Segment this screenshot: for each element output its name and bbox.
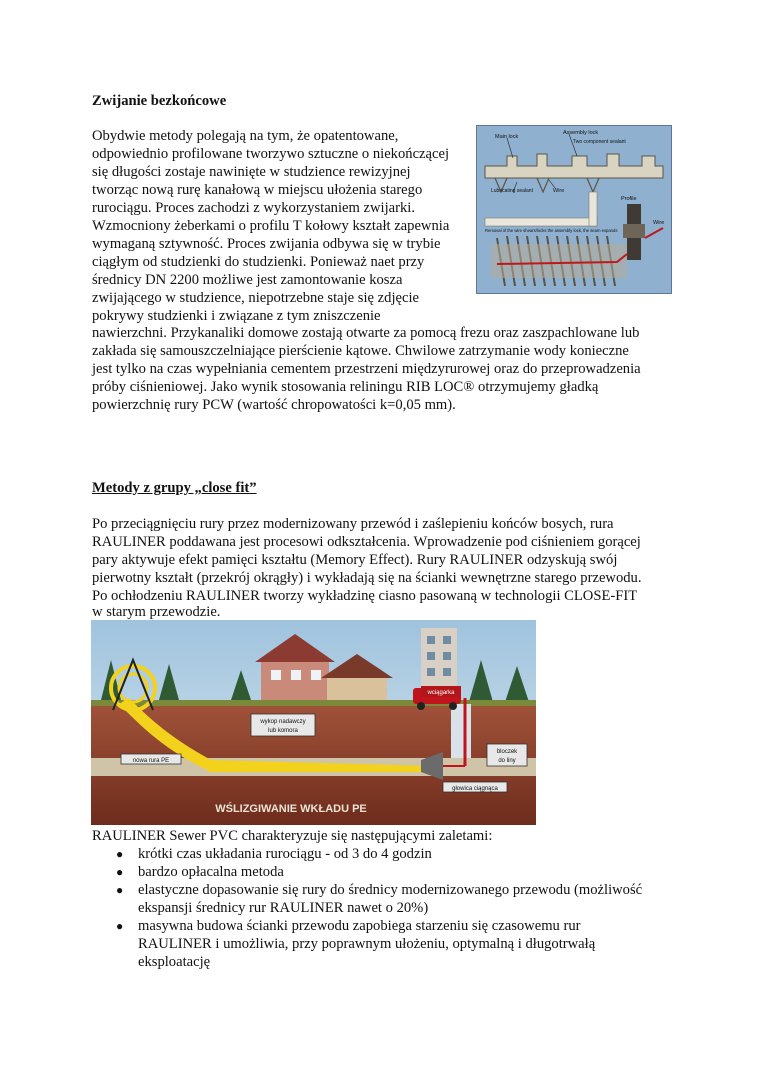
label-wire-top: Wire [553,188,565,194]
section-heading-close-fit: Metody z grupy „close fit” [92,480,257,496]
text-line: próby ciśnieniowej. Jako wynik stosowania reliningu RIB LOC® otrzymujemy gładką [92,379,599,395]
label-wire-side: Wire [653,220,665,226]
text-line: się długości zostaje nawinięte w studzience rewizyjnej [92,164,411,180]
text-line: w starym przewodzie. [92,604,221,620]
text-line: pokrywy studzienki i związane z tym zniszczenie [92,308,381,324]
label-block-line1: bloczek [496,749,518,755]
text-line: powierzchnię rury PCW (wartość chropowatości k=0,05 mm). [92,397,456,413]
label-lubricating-sealant: Lubricating sealant [491,188,533,194]
text-line: rurociągu. Proces zachodzi z wykorzystaniem zwijarki. [92,200,415,216]
list-item-text: masywna budowa ścianki przewodu zapobiega starzeniu się czasowemu rur [138,918,581,934]
section-heading-winding: Zwijanie bezkońcowe [92,93,227,109]
text-line: zwijającego w studzience, niepotrzebne staje się zdjęcie [92,290,419,306]
label-block-line2: do liny [498,758,516,764]
label-pulling-head: głowica ciągnąca [452,786,498,792]
list-item-text: RAULINER i umożliwia, przy poprawnym ułożeniu, optymalną i długotrwałą [138,936,596,952]
text-line: pierwotny kształt (przekrój okrągły) i wykładają się na ścianki wewnętrzne starego przewodu. [92,570,642,586]
list-item-text: eksploatację [138,954,211,970]
text-line: Obydwie metody polegają na tym, że opatentowane, [92,128,399,144]
text-line: jest tylko na czas wypełniania cementem przestrzeni międzyrurowej oraz do przeprowadzenia [92,361,641,377]
list-item-text: ekspansji średnicy rur RAULINER nawet o 20%) [138,900,429,916]
list-item-text: elastyczne dopasowanie się rury do średnicy modernizowanego przewodu (możliwość [138,882,643,898]
bullet-icon: ● [116,919,124,933]
label-pit-line1: wykop nadawczy [260,719,306,725]
text-line: wymaganą sztywność. Proces zwijania odbywa się w trybie [92,236,441,252]
label-profile: Profile [621,196,637,202]
label-winch: wciągarka [427,690,455,696]
illustration-caption: WŚLIZGIWANIE WKŁADU PE [215,803,367,815]
list-item-text: krótki czas układania rurociągu - od 3 do 4 godzin [138,846,432,862]
text-line: RAULINER poddawana jest procesowi odkształcenia. Wprowadzenie pod ciśnieniem gorącej [92,534,641,550]
rib-loc-profile-diagram [476,125,672,294]
text-line: zakłada się samouszczelniające pierścienie kątowe. Chwilowe zatrzymanie wody konieczne [92,343,629,359]
label-removal-of-wire: Removal of the wire shears/locks the assembly lock, the seam expands [485,228,618,233]
text-line: pary aktywuje efekt pamięci kształtu (Memory Effect). Rury RAULINER odzyskują swój [92,552,618,568]
label-two-component-sealant: Two component sealant [573,139,626,145]
text-line: tworząc nową rurę kanałową w miejscu ułożenia starego [92,182,423,198]
text-line: odpowiednio profilowane tworzywo sztuczne o niekończącej [92,146,450,162]
bullet-icon: ● [116,883,124,897]
list-item-text: bardzo opłacalna metoda [138,864,284,880]
bullet-icon: ● [116,847,124,861]
text-line: nawierzchni. Przykanaliki domowe zostają otwarte za pomocą frezu oraz zaszpachlowane lub [92,325,640,341]
pe-liner-insertion-illustration [91,620,536,825]
insertion-illustration-svg [91,620,536,825]
text-line: Po przeciągnięciu rury przez modernizowany przewód i zaślepieniu końców bosych, rura [92,516,614,532]
text-line: Wzmocniony żeberkami o profilu T kołowy kształt zapewnia [92,218,450,234]
list-intro: RAULINER Sewer PVC charakteryzuje się następującymi zaletami: [92,828,493,844]
bullet-icon: ● [116,865,124,879]
rib-loc-diagram-svg [477,126,671,293]
text-line: średnicy DN 2200 możliwe jest zamontowanie kosza [92,272,403,288]
text-line: Po ochłodzeniu RAULINER tworzy wykładzinę ciasno pasowaną w technologii CLOSE-FIT [92,588,638,604]
label-main-lock: Main lock [495,134,519,140]
label-assembly-lock: Assembly lock [563,130,599,136]
label-new-pipe: nowa rura PE [132,758,170,764]
text-line: ciągłym od studzienki do studzienki. Ponieważ naet przy [92,254,425,270]
label-pit-line2: lub komora [268,728,298,734]
